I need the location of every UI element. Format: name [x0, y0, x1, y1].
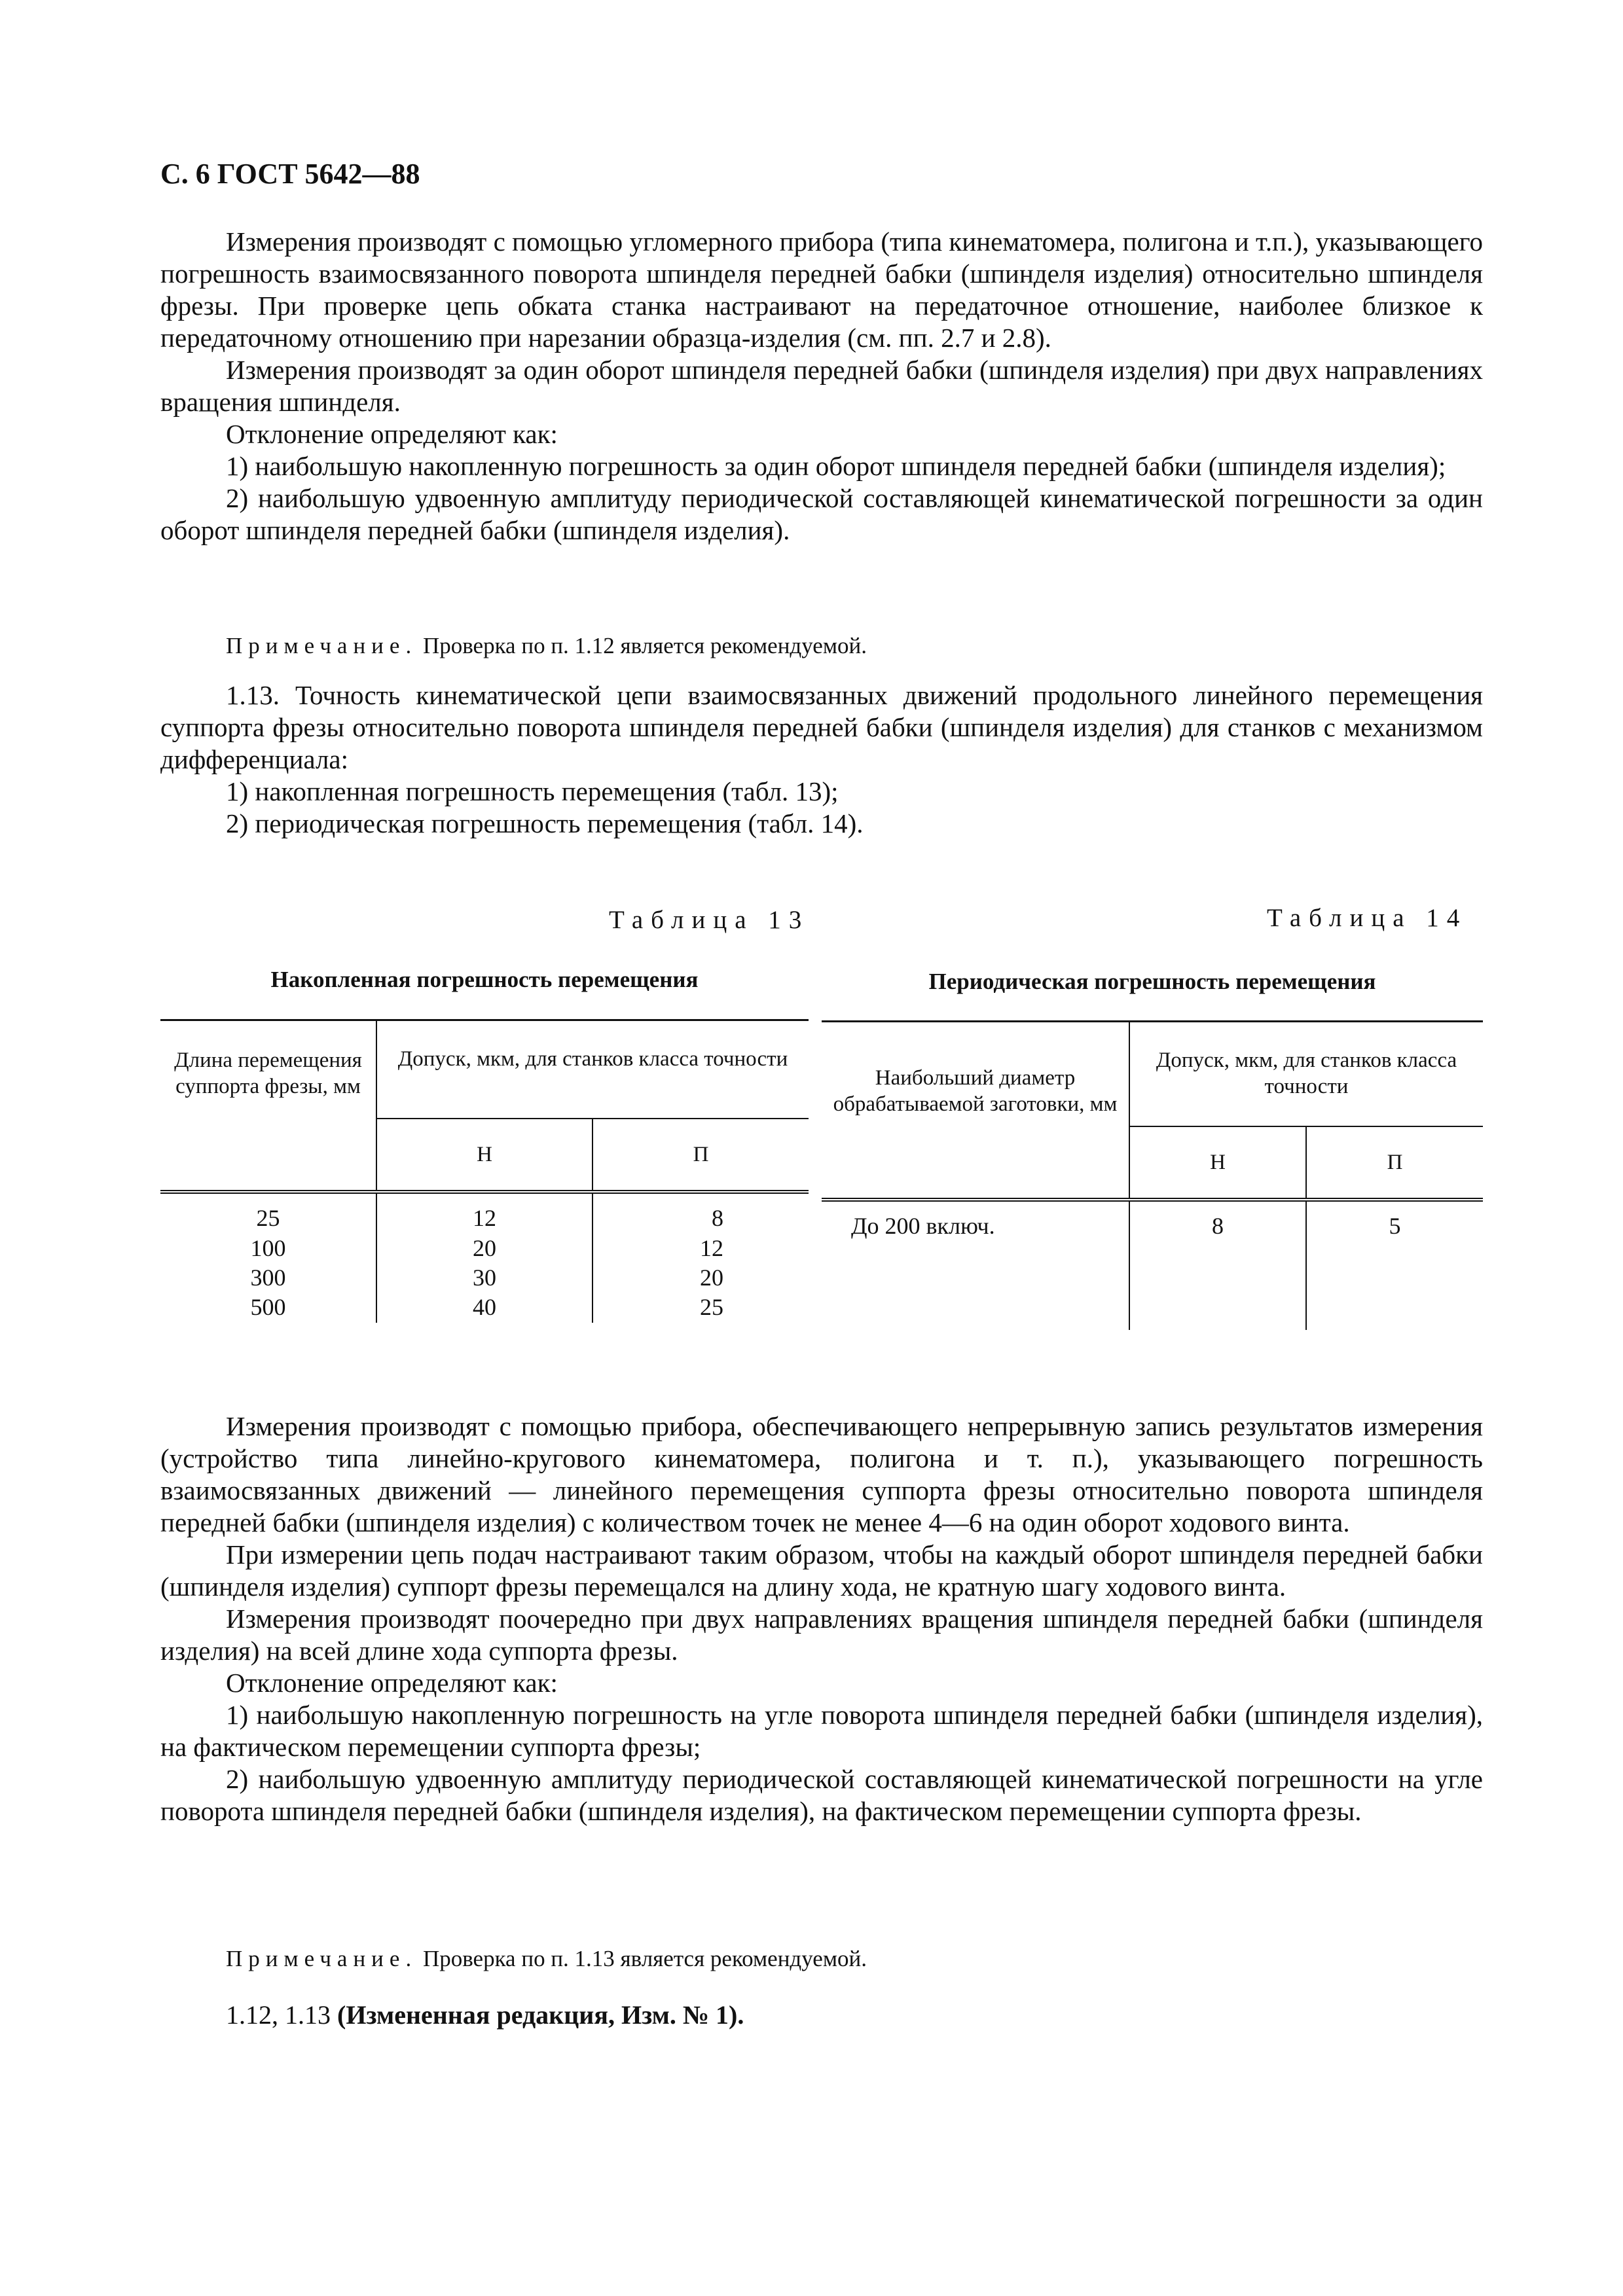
note-2 — [226, 1946, 867, 1972]
note-text: Проверка по п. 1.13 является рекомендуемой. — [417, 1946, 867, 1971]
table-row — [822, 1200, 1483, 1330]
table14-group-header: Допуск, мкм, для станков класса точности — [1129, 1022, 1483, 1126]
table-cell: 40 — [376, 1293, 593, 1323]
paragraph: 1.13. Точность кинематической цепи взаимосвязанных движений продольного линейного перемещения суппорта фрезы относительно поворота шпинделя передней бабки (шпинделя изделия) для станков с механизмом дифференциала: — [160, 680, 1483, 774]
paragraph: 1) накопленная погрешность перемещения (табл. 13); — [226, 776, 839, 806]
table-cell: 30 — [376, 1264, 593, 1293]
paragraph: 1) наибольшую накопленную погрешность на угле поворота шпинделя передней бабки (шпинделя изделия), на фактическом перемещении суппорта фрезы; — [160, 1700, 1483, 1762]
paragraph: 2) наибольшую удвоенную амплитуду периодической составляющей кинематической погрешности за один оборот шпинделя передней бабки (шпинделя изделия). — [160, 483, 1483, 545]
table13-caption: Таблица 13 — [609, 906, 810, 934]
edition-note-bold: (Измененная редакция, Изм. № 1). — [337, 2000, 744, 2030]
table14-sub-p: П — [1306, 1126, 1483, 1200]
table-cell: 8 — [1129, 1200, 1306, 1330]
table14-col1-header: Наибольший диаметр обрабатываемой заготовки, мм — [822, 1022, 1129, 1200]
table-cell: 25 — [700, 1293, 723, 1320]
table14 — [822, 1020, 1483, 1330]
note-text: Проверка по п. 1.12 является рекомендуемой. — [417, 633, 867, 658]
paragraph: Отклонение определяют как: — [226, 1668, 558, 1698]
table13-sub-h: Н — [376, 1119, 593, 1192]
paragraph: Измерения производят за один оборот шпинделя передней бабки (шпинделя изделия) при двух направлениях вращения шпинделя. — [160, 355, 1483, 417]
table13-group-header: Допуск, мкм, для станков класса точности — [376, 1020, 809, 1119]
table-cell: До 200 включ. — [822, 1200, 1129, 1330]
table-cell: 5 — [1389, 1212, 1401, 1239]
text-block-1 — [160, 226, 1483, 547]
table13 — [160, 1019, 809, 1323]
paragraph: Измерения производят с помощью угломерного прибора (типа кинематомера, полигона и т.п.), указывающего погрешность взаимосвязанного поворота шпинделя передней бабки (шпинделя изделия) относительно шпинделя фрезы. При проверке цепь обката станка настраивают на передаточное отношение, наиболее близкое к передаточному отношению при нарезании образца-изделия (см. пп. 2.7 и 2.8). — [160, 226, 1483, 353]
table14-caption: Таблица 14 — [1267, 904, 1468, 932]
table14-title: Периодическая погрешность перемещения — [928, 969, 1376, 994]
table-row — [160, 1264, 809, 1293]
note-1 — [226, 633, 867, 659]
table-row — [160, 1293, 809, 1323]
paragraph: Измерения производят поочередно при двух направлениях вращения шпинделя передней бабки (шпинделя изделия) на всей длине хода суппорта фрезы. — [160, 1604, 1483, 1666]
table-cell: 20 — [700, 1264, 723, 1291]
note-label: Примечание. — [226, 1946, 418, 1971]
paragraph: При измерении цепь подач настраивают таким образом, чтобы на каждый оборот шпинделя передней бабки (шпинделя изделия) суппорт фрезы перемещался на длину хода, не кратную шагу ходового винта. — [160, 1539, 1483, 1602]
paragraph: 1) наибольшую накопленную погрешность за один оборот шпинделя передней бабки (шпинделя изделия); — [226, 451, 1446, 481]
table13-col1-header: Длина перемещения суппорта фрезы, мм — [160, 1020, 376, 1192]
table-cell: 500 — [160, 1293, 376, 1323]
edition-note-items: 1.12, 1.13 — [226, 2000, 337, 2030]
text-block-3 — [160, 1410, 1483, 1827]
edition-note — [226, 2000, 744, 2030]
table13-sub-p: П — [593, 1119, 809, 1192]
table14-sub-h: Н — [1129, 1126, 1306, 1200]
table-row — [160, 1192, 809, 1234]
table-cell: 8 — [712, 1204, 723, 1231]
table-header-row — [160, 1020, 809, 1119]
paragraph: 2) наибольшую удвоенную амплитуду периодической составляющей кинематической погрешности на угле поворота шпинделя передней бабки (шпинделя изделия), на фактическом перемещении суппорта фрезы. — [160, 1764, 1483, 1826]
table-cell: 12 — [376, 1192, 593, 1234]
text-block-2 — [160, 679, 1483, 840]
paragraph: 2) периодическая погрешность перемещения (табл. 14). — [226, 808, 864, 838]
table-header-row — [822, 1022, 1483, 1126]
table-cell: 300 — [160, 1264, 376, 1293]
table-cell: 12 — [700, 1234, 723, 1261]
table-cell: 100 — [160, 1234, 376, 1264]
table-cell: 20 — [376, 1234, 593, 1264]
paragraph: Отклонение определяют как: — [226, 419, 558, 449]
table-row — [160, 1234, 809, 1264]
page-header: С. 6 ГОСТ 5642—88 — [160, 158, 420, 190]
paragraph: Измерения производят с помощью прибора, обеспечивающего непрерывную запись результатов измерения (устройство типа линейно-кругового кинематомера, полигона и т. п.), указывающего погрешность взаимосвязанных движений — линейного перемещения суппорта фрезы относительно поворота шпинделя передней бабки (шпинделя изделия) с количеством точек не менее 4—6 на один оборот ходового винта. — [160, 1411, 1483, 1537]
table-cell: 25 — [160, 1192, 376, 1234]
table13-title: Накопленная погрешность перемещения — [270, 967, 699, 992]
note-label: Примечание. — [226, 633, 418, 658]
